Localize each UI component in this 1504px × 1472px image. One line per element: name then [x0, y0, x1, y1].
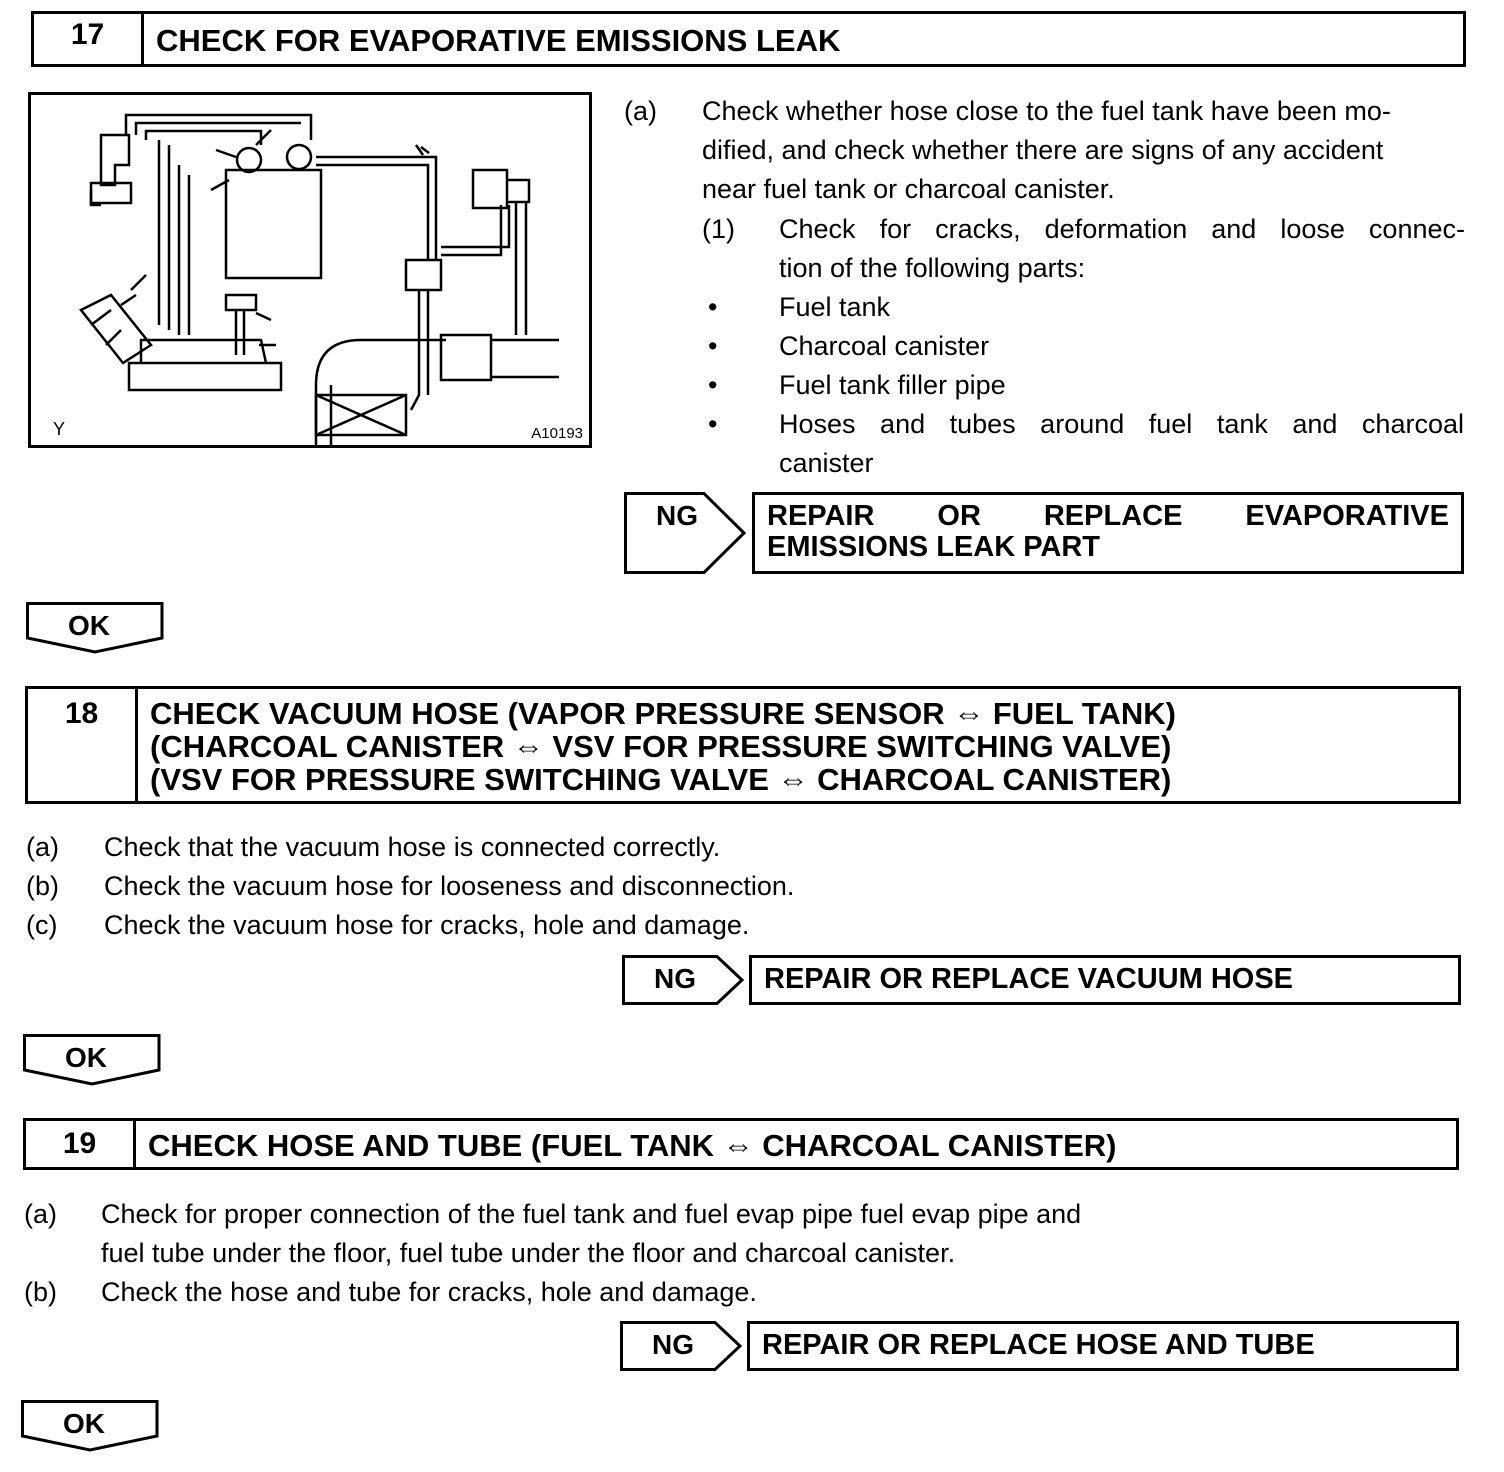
- evap-system-figure: [28, 92, 592, 448]
- ok-indicator: [21, 1400, 159, 1452]
- figure-corner-label: Y: [53, 419, 66, 439]
- bullet-dot: •: [708, 292, 718, 322]
- item-a-label: (a): [24, 1199, 57, 1229]
- ng-label: NG: [654, 963, 696, 994]
- ng-result-line: [767, 501, 1449, 532]
- figure-code: A10193: [531, 425, 583, 442]
- ng-result-line: EMISSIONS LEAK PART: [767, 531, 1100, 563]
- sub-item-1-line: tion of the following parts:: [779, 253, 1086, 283]
- step-number: 18: [28, 689, 138, 801]
- ng-indicator: [624, 492, 748, 574]
- bullet-text: Hoses and tubes around fuel tank and charcoal: [779, 409, 1464, 439]
- bullet-dot: •: [708, 370, 718, 400]
- step-number: 19: [26, 1121, 136, 1167]
- list-item: [26, 867, 1326, 906]
- ng-result-box: [752, 492, 1464, 574]
- bullet-dot: •: [708, 409, 718, 439]
- ng-result-box: REPAIR OR REPLACE HOSE AND TUBE: [747, 1321, 1459, 1371]
- ok-label: OK: [65, 1042, 107, 1073]
- bullet-item-continuation: [708, 444, 1466, 483]
- item-b-text: Check the hose and tube for cracks, hole and damage.: [101, 1277, 757, 1307]
- step-18-header: [25, 686, 1461, 804]
- ok-label: OK: [68, 610, 110, 641]
- bullet-item: [708, 366, 1466, 405]
- ng-indicator: [622, 955, 746, 1005]
- step-title: [138, 689, 1458, 801]
- sub-item-1-line: Check for cracks, deformation and loose connec-: [779, 214, 1465, 244]
- bullet-text: canister: [779, 448, 874, 478]
- ng-result-word: REPAIR: [767, 500, 875, 532]
- ng-result-word: EVAPORATIVE: [1245, 500, 1449, 532]
- step-title: CHECK HOSE AND TUBE (FUEL TANK ⇔ CHARCOAL CANISTER): [148, 1128, 1117, 1163]
- item-a-line: near fuel tank or charcoal canister.: [702, 174, 1115, 204]
- item-a-line: fuel tube under the floor, fuel tube under the floor and charcoal canister.: [101, 1238, 956, 1268]
- ok-label: OK: [63, 1408, 105, 1439]
- step-title-line: (VSV FOR PRESSURE SWITCHING VALVE ⇔ CHARCOAL CANISTER): [150, 762, 1172, 797]
- item-text: Check the vacuum hose for cracks, hole and damage.: [104, 910, 750, 940]
- item-text: Check the vacuum hose for looseness and disconnection.: [104, 871, 795, 901]
- ng-result-box: REPAIR OR REPLACE VACUUM HOSE: [749, 955, 1461, 1005]
- bullet-item: [708, 327, 1466, 366]
- ok-indicator: [23, 1034, 161, 1086]
- step-19-header: [23, 1118, 1459, 1170]
- item-text: Check that the vacuum hose is connected correctly.: [104, 832, 721, 862]
- bullet-item: [708, 288, 1466, 327]
- item-b-label: (b): [24, 1277, 57, 1307]
- ok-indicator: [26, 602, 164, 654]
- step-17-header: [31, 11, 1466, 67]
- step-number: 17: [34, 14, 144, 64]
- item-label: (b): [26, 871, 59, 901]
- bullet-dot: •: [708, 331, 718, 361]
- item-a-text: [101, 1195, 1301, 1273]
- evap-system-diagram: [31, 95, 589, 445]
- item-a-line: dified, and check whether there are signs of any accident: [702, 135, 1384, 165]
- list-item: [26, 828, 1326, 867]
- bullet-list: [708, 288, 1466, 483]
- bullet-text: Charcoal canister: [779, 331, 990, 361]
- list-item: [26, 906, 1326, 945]
- ng-label: NG: [656, 500, 698, 531]
- bullet-text: Fuel tank: [779, 292, 891, 322]
- bullet-item: [708, 405, 1466, 444]
- sub-item-1-label: (1): [702, 214, 735, 244]
- item-label: (a): [26, 832, 59, 862]
- bullet-text: Fuel tank filler pipe: [779, 370, 1006, 400]
- ng-result-word: REPLACE: [1043, 500, 1183, 532]
- item-label: (c): [26, 910, 58, 940]
- ng-indicator: [620, 1321, 744, 1371]
- step-title-line: CHECK VACUUM HOSE (VAPOR PRESSURE SENSOR ⇔ FUEL TANK): [150, 696, 1176, 731]
- item-a-text: [702, 92, 1466, 209]
- item-a-line: Check whether hose close to the fuel tank have been mo-: [702, 96, 1391, 126]
- ng-result-word: OR: [937, 500, 981, 532]
- ng-label: NG: [652, 1329, 694, 1360]
- item-a-line: Check for proper connection of the fuel tank and fuel evap pipe fuel evap pipe and: [101, 1199, 1082, 1229]
- item-a-label: (a): [624, 96, 657, 126]
- sub-item-1-text: [779, 210, 1465, 288]
- step-title-line: (CHARCOAL CANISTER ⇔ VSV FOR PRESSURE SWITCHING VALVE): [150, 729, 1172, 764]
- step-title: CHECK FOR EVAPORATIVE EMISSIONS LEAK: [156, 23, 841, 58]
- step-18-items: [26, 828, 1326, 945]
